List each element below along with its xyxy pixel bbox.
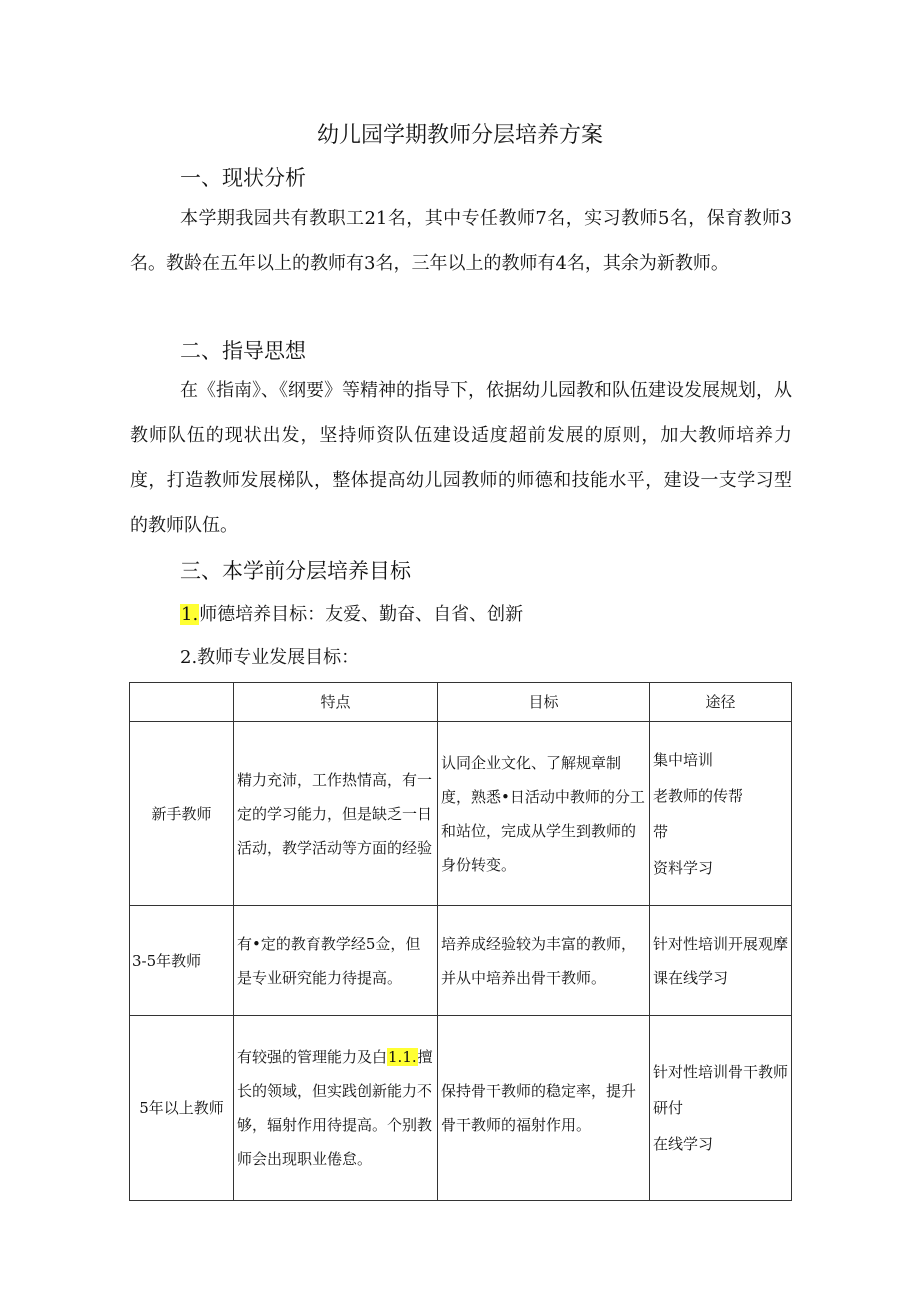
- traits-text: 擅长的领域，但实践创新能力不够，辐射作用待提高。个别教师会出现职业倦怠。: [237, 1048, 433, 1168]
- ways-cell: [650, 1016, 792, 1201]
- traits-text: 有较强的管理能力及白: [237, 1048, 388, 1066]
- traits-cell: 有•定的教育教学经5佥，但是专业研究能力待提高。: [234, 906, 438, 1016]
- table-row: [130, 906, 792, 1016]
- highlight-marker: 1.: [181, 604, 199, 625]
- document-title: 幼儿园学期教师分层培养方案: [316, 123, 603, 148]
- way-item: 针对性培训骨干教师研付: [653, 1063, 789, 1117]
- way-item: 在线学习: [653, 1135, 714, 1153]
- goal-item-ethics-text: 师德培养目标：友爱、勤奋、自省、创新: [199, 604, 524, 625]
- goal-cell: 保持骨干教师的稳定率，提升骨干教师的福射作用。: [438, 1016, 650, 1201]
- table-header-empty: [130, 683, 234, 722]
- section-body-guidance: 在《指南》、《纲要》等精神的指导下，依据幼儿园教和队伍建设发展规划，从教师队伍的现状出发，坚持师资队伍建设适度超前发展的原则，加大教师培养力度，打造教师发展梯队，整体提高幼儿园教师的师德和技能水平，建设一支学习型的教师队伍。: [130, 380, 792, 536]
- table-row: [130, 722, 792, 906]
- table-header-traits: 特点: [234, 683, 438, 722]
- level-cell: 3-5年教师: [130, 906, 234, 1016]
- table-row: [130, 1016, 792, 1201]
- table-header-row: [130, 683, 792, 722]
- goal-item-professional: 2.教师专业发展目标：: [180, 647, 360, 668]
- level-cell: 5年以上教师: [130, 1016, 234, 1201]
- traits-cell: 精力充沛，工作热情高，有一定的学习能力，但是缺乏一日活动，教学活动等方面的经验: [234, 722, 438, 906]
- ways-cell: 针对性培训开展观摩课在线学习: [650, 906, 792, 1016]
- way-item: 集中培训: [653, 750, 714, 769]
- goal-item-ethics: [180, 600, 523, 626]
- section-heading-guidance: 二、指导思想: [180, 339, 306, 363]
- way-item: 资料学习: [653, 858, 714, 877]
- section-heading-status: 一、现状分析: [180, 166, 306, 190]
- section-heading-goals: 三、本学前分层培养目标: [180, 559, 411, 583]
- way-item: 老教师的传帮: [653, 786, 744, 805]
- traits-cell: [234, 1016, 438, 1201]
- level-cell: 新手教师: [130, 722, 234, 906]
- goal-cell: 培养成经验较为丰富的教师，并从中培养出骨干教师。: [438, 906, 650, 1016]
- ways-cell: [650, 722, 792, 906]
- highlight-marker: 1.1.: [388, 1048, 417, 1066]
- section-body-status: 本学期我园共有教职工21名，其中专任教师7名，实习教师5名，保育教师3名。教龄在五年以上的教师有3名，三年以上的教师有4名，其余为新教师。: [130, 208, 792, 274]
- table-header-ways: 途径: [650, 683, 792, 722]
- goal-cell: 认同企业文化、了解规章制度，熟悉•日活动中教师的分工和站位，完成从学生到教师的身份转变。: [438, 722, 650, 906]
- way-item: 带: [653, 822, 669, 841]
- training-table: [129, 682, 792, 1201]
- table-header-goal: 目标: [438, 683, 650, 722]
